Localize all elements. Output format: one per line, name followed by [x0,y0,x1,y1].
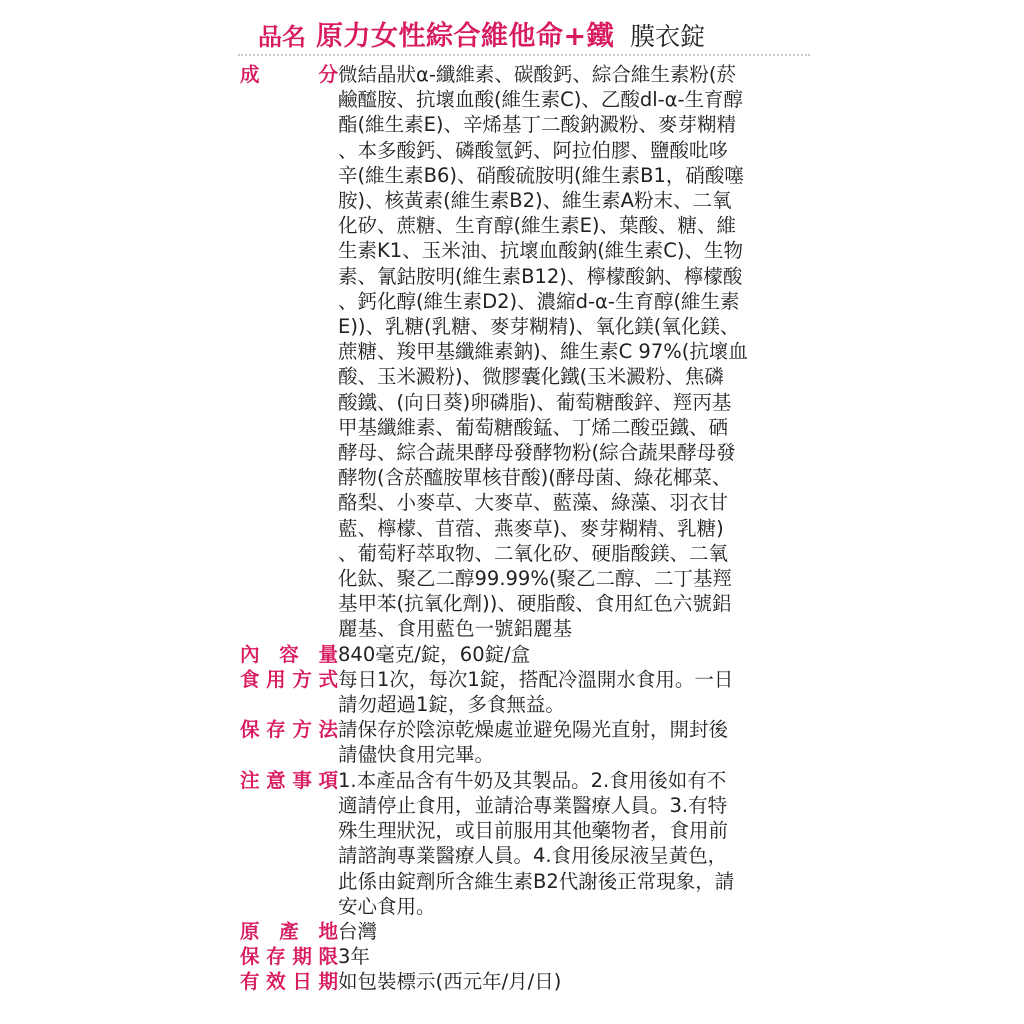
product-form: 膜衣錠 [630,22,706,51]
section-label-char: 效 [266,970,286,994]
section-label-char: 食 [240,667,260,691]
title-divider [238,54,810,56]
section-label-char: 限 [318,945,338,969]
section-value-line: 、葡萄籽萃取物、二氧化矽、硬脂酸鎂、二氧 [338,541,729,565]
section-shelf-life [240,944,820,969]
product-title [258,14,705,53]
section-value-line: 辛(維生素B6)、硝酸硫胺明(維生素B1，硝酸噻 [338,163,744,187]
section-value-line: 酪梨、小麥草、大麥草、藍藻、綠藻、羽衣甘 [338,491,729,515]
section-value-line: 安心食用。 [338,894,436,918]
section-label-char: 存 [266,718,286,742]
section-value-line: 酸、玉米澱粉)、微膠囊化鐵(玉米澱粉、焦磷 [338,365,724,389]
section-label-char: 內 [240,642,260,666]
section-value-line: 酸鐵、(向日葵)卵磷脂)、葡萄糖酸鋅、羥丙基 [338,390,732,414]
section-value-line: 此係由錠劑所含維生素B2代謝後正常現象，請 [338,869,735,893]
section-usage [240,667,820,717]
section-label [240,944,338,969]
section-value [338,768,820,919]
section-label-char: 期 [318,970,338,994]
section-label-char: 法 [318,718,338,742]
section-value-line: 酵物(含菸醯胺單核苷酸)(酵母菌、綠花椰菜、 [338,466,732,490]
section-value-line: 微結晶狀α-纖維素、碳酸鈣、綜合維生素粉(菸 [338,63,736,86]
section-label-char: 有 [240,970,260,994]
section-value [338,717,820,767]
section-label-char: 日 [292,970,312,994]
section-label-char: 期 [292,945,312,969]
section-precautions [240,768,820,919]
section-value-line: 麗基、食用藍色一號鋁麗基 [338,617,573,641]
section-value-line: 請保存於陰涼乾燥處並避免陽光直射，開封後 [338,718,729,742]
section-value-line: 請勿超過1錠，多食無益。 [338,693,565,717]
section-value [338,667,820,717]
section-label-char: 保 [240,945,260,969]
section-value-line: 藍、檸檬、苜蓿、燕麥草)、麥芽糊精、乳糖) [338,516,724,540]
section-value-line: 1.本產品含有牛奶及其製品。2.食用後如有不 [338,768,727,792]
section-label [240,642,338,667]
section-label-char: 地 [318,919,338,943]
section-ingredients [240,62,820,642]
section-value-line: 每日1次，每次1錠，搭配冷溫開水食用。一日 [338,667,734,691]
section-value [338,62,820,642]
section-label [240,667,338,692]
section-label-char: 項 [318,768,338,792]
section-value-line: 適請停止食用，並請洽專業醫療人員。3.有特 [338,793,728,817]
section-value-line: 請諮詢專業醫療人員。4.食用後尿液呈黃色， [338,844,728,868]
section-value-line: 如包裝標示(西元年/月/日) [338,970,562,994]
section-value-line: 素、氰鈷胺明(維生素B12)、檸檬酸鈉、檸檬酸 [338,264,743,288]
product-name: 原力女性綜合維他命+鐵 [316,21,615,52]
section-value-line: 鹼醯胺、抗壞血酸(維生素C)、乙酸dl-α-生育醇 [338,88,744,112]
section-label [240,969,338,994]
section-value-line: 、本多酸鈣、磷酸氫鈣、阿拉伯膠、鹽酸吡哆 [338,138,729,162]
section-label-char: 意 [266,768,286,792]
section-label-char: 事 [292,768,312,792]
section-label-char: 存 [266,945,286,969]
section-value-line: 840毫克/錠，60錠/盒 [338,642,531,666]
section-value-line: 3年 [338,945,370,969]
section-label-char: 量 [318,642,338,666]
section-label-char: 式 [318,667,338,691]
section-label [240,919,338,944]
section-label [240,717,338,742]
section-value-line: 胺)、核黃素(維生素B2)、維生素A粉末、二氧 [338,189,732,213]
section-value-line: 、鈣化醇(維生素D2)、濃縮d-α-生育醇(維生素 [338,289,740,313]
label-sections [240,62,820,995]
section-value-line: 請儘快食用完畢。 [338,743,495,767]
section-value [338,969,820,994]
section-value-line: 酯(維生素E)、辛烯基丁二酸鈉澱粉、麥芽糊精 [338,113,737,137]
section-value-line: 殊生理狀況，或目前服用其他藥物者，食用前 [338,819,729,843]
section-value-line: 台灣 [338,919,378,943]
section-value-line: 基甲苯(抗氧化劑))、硬脂酸、食用紅色六號鋁 [338,592,732,616]
section-label-char: 成 [240,63,260,86]
section-value-line: 化矽、蔗糖、生育醇(維生素E)、葉酸、糖、維 [338,214,737,238]
section-label-char: 容 [279,642,299,666]
section-origin [240,919,820,944]
section-value-line: 化鈦、聚乙二醇99.99%(聚乙二醇、二丁基羥 [338,567,732,591]
section-value-line: 生素K1、玉米油、抗壞血酸鈉(維生素C)、生物 [338,239,744,263]
section-label [240,62,338,87]
section-label-char: 產 [279,919,299,943]
section-label-char: 方 [292,718,312,742]
section-label-char: 用 [266,667,286,691]
title-prefix: 品名 [258,23,306,51]
section-value-line: 蔗糖、羧甲基纖維素鈉)、維生素C 97%(抗壞血 [338,340,748,364]
section-value-line: 酵母、綜合蔬果酵母發酵物粉(綜合蔬果酵母發 [338,441,736,465]
section-net-content [240,642,820,667]
section-label [240,768,338,793]
section-value [338,944,820,969]
section-label-char: 注 [240,768,260,792]
section-value [338,919,820,944]
section-value [338,642,820,667]
section-storage [240,717,820,767]
section-value-line: E))、乳糖(乳糖、麥芽糊精)、氧化鎂(氧化鎂、 [338,315,740,339]
section-label-char: 方 [292,667,312,691]
section-expiry [240,969,820,994]
section-label-char: 分 [318,63,338,86]
section-label-char: 保 [240,718,260,742]
section-value-line: 甲基纖維素、葡萄糖酸錳、丁烯二酸亞鐵、硒 [338,415,729,439]
section-label-char: 原 [240,919,260,943]
